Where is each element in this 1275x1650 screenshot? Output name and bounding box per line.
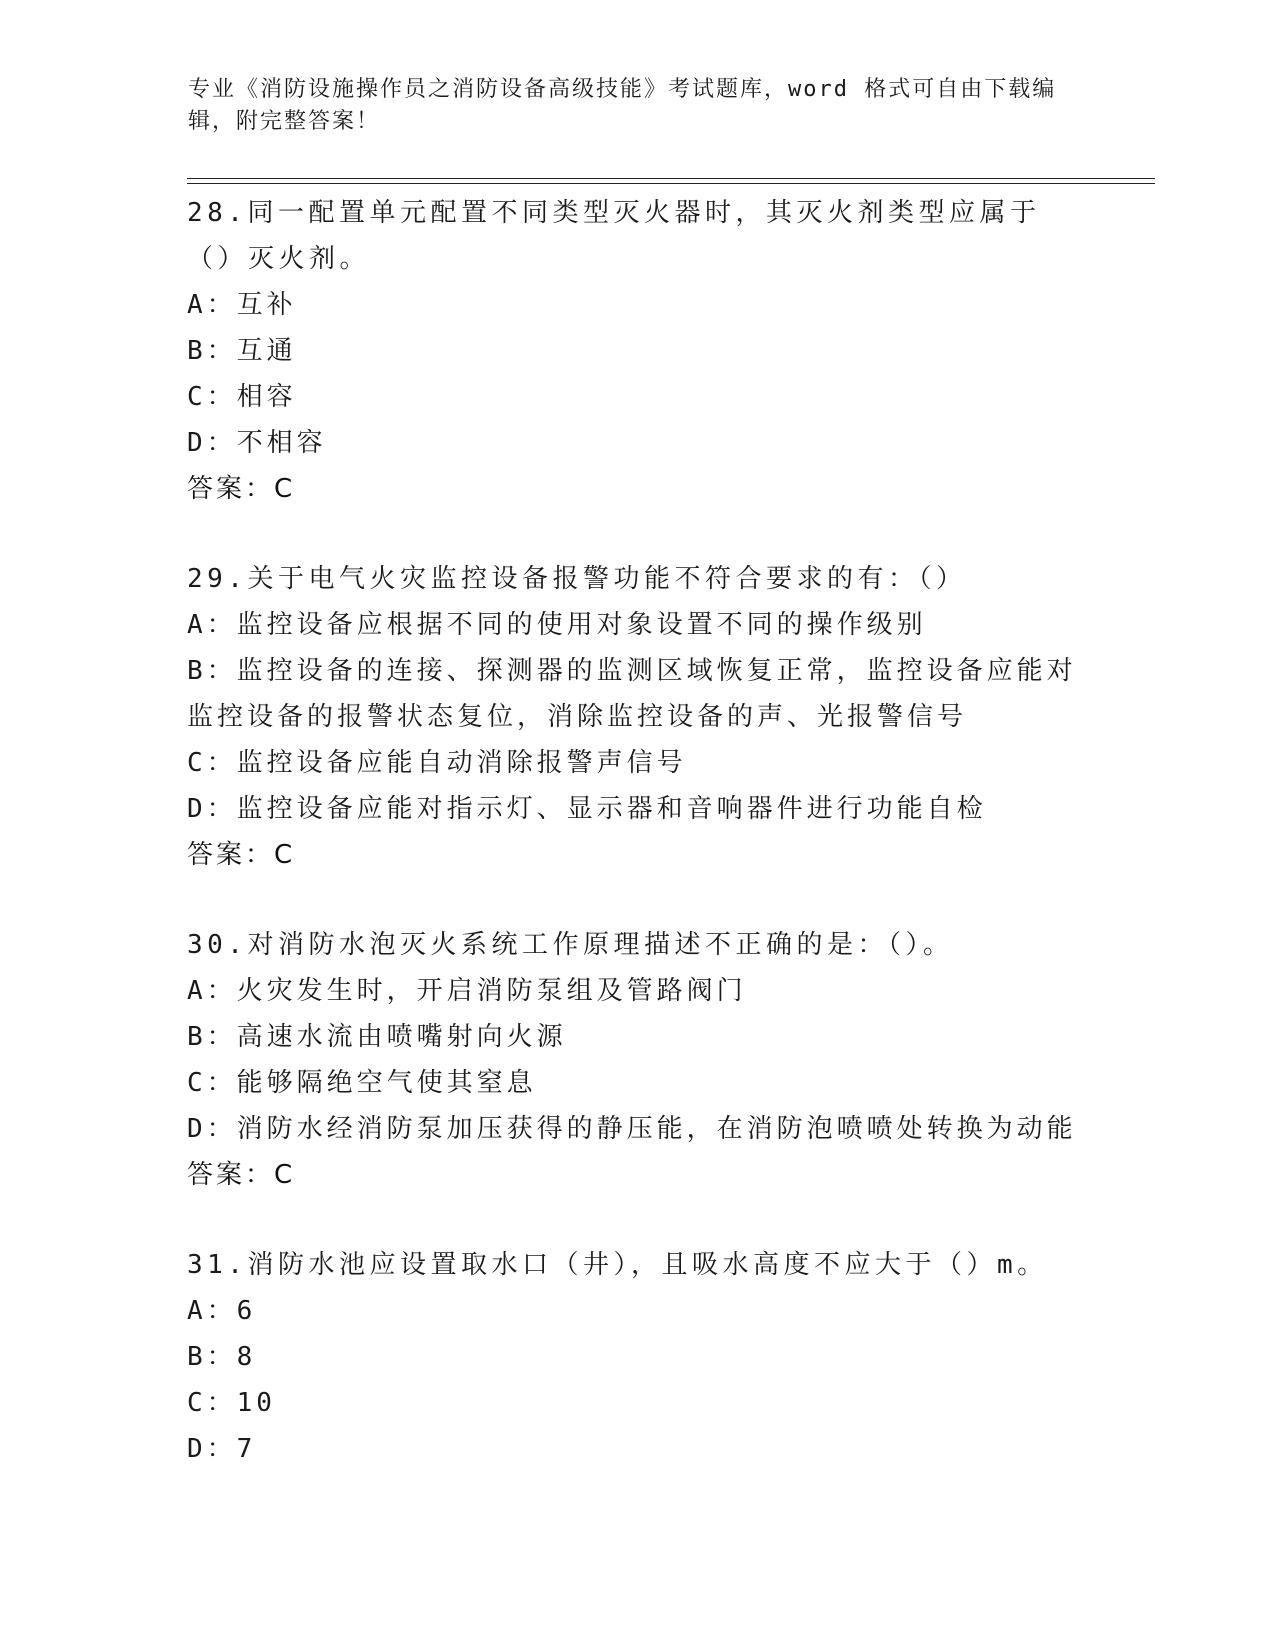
option-a: A：火灾发生时，开启消防泵组及管路阀门 [187,976,747,1006]
option-c: C：相容 [187,382,297,412]
option-c: C：监控设备应能自动消除报警声信号 [187,748,687,778]
question-31 [187,1242,1087,1472]
question-stem: 28.同一配置单元配置不同类型灭火器时，其灭火剂类型应属于（）灭火剂。 [187,198,1041,274]
option-d: D：监控设备应能对指示灯、显示器和音响器件进行功能自检 [187,794,987,824]
option-b: B：监控设备的连接、探测器的监测区域恢复正常，监控设备应能对监控设备的报警状态复位，消除监控设备的声、光报警信号 [187,656,1077,732]
option-b: B：互通 [187,336,297,366]
answer-label: 答案：C [187,840,296,870]
question-stem: 30.对消防水泡灭火系统工作原理描述不正确的是：（）。 [187,930,954,960]
header-divider-top [187,178,1155,179]
option-c: C：10 [187,1388,276,1418]
option-b: B：高速水流由喷嘴射向火源 [187,1022,567,1052]
question-list [187,190,1087,1472]
question-28 [187,190,1087,512]
option-a: A：监控设备应根据不同的使用对象设置不同的操作级别 [187,610,927,640]
question-30 [187,922,1087,1198]
question-stem: 29.关于电气火灾监控设备报警功能不符合要求的有：（） [187,564,967,594]
document-header [188,74,1088,138]
option-d: D：不相容 [187,428,327,458]
option-d: D：7 [187,1434,257,1464]
option-d: D：消防水经消防泵加压获得的静压能，在消防泡喷喷处转换为动能 [187,1114,1077,1144]
answer-label: 答案：C [187,1160,296,1190]
question-stem: 31.消防水池应设置取水口（井），且吸水高度不应大于（）m。 [187,1250,1048,1280]
option-b: B：8 [187,1342,257,1372]
header-divider-bottom [187,183,1155,184]
option-a: A：互补 [187,290,297,320]
question-29 [187,556,1087,878]
answer-label: 答案：C [187,474,296,504]
option-c: C：能够隔绝空气使其窒息 [187,1068,537,1098]
option-a: A：6 [187,1296,257,1326]
header-intro-text: 专业《消防设施操作员之消防设备高级技能》考试题库，word 格式可自由下载编辑，附完整答案！ [188,77,1057,134]
